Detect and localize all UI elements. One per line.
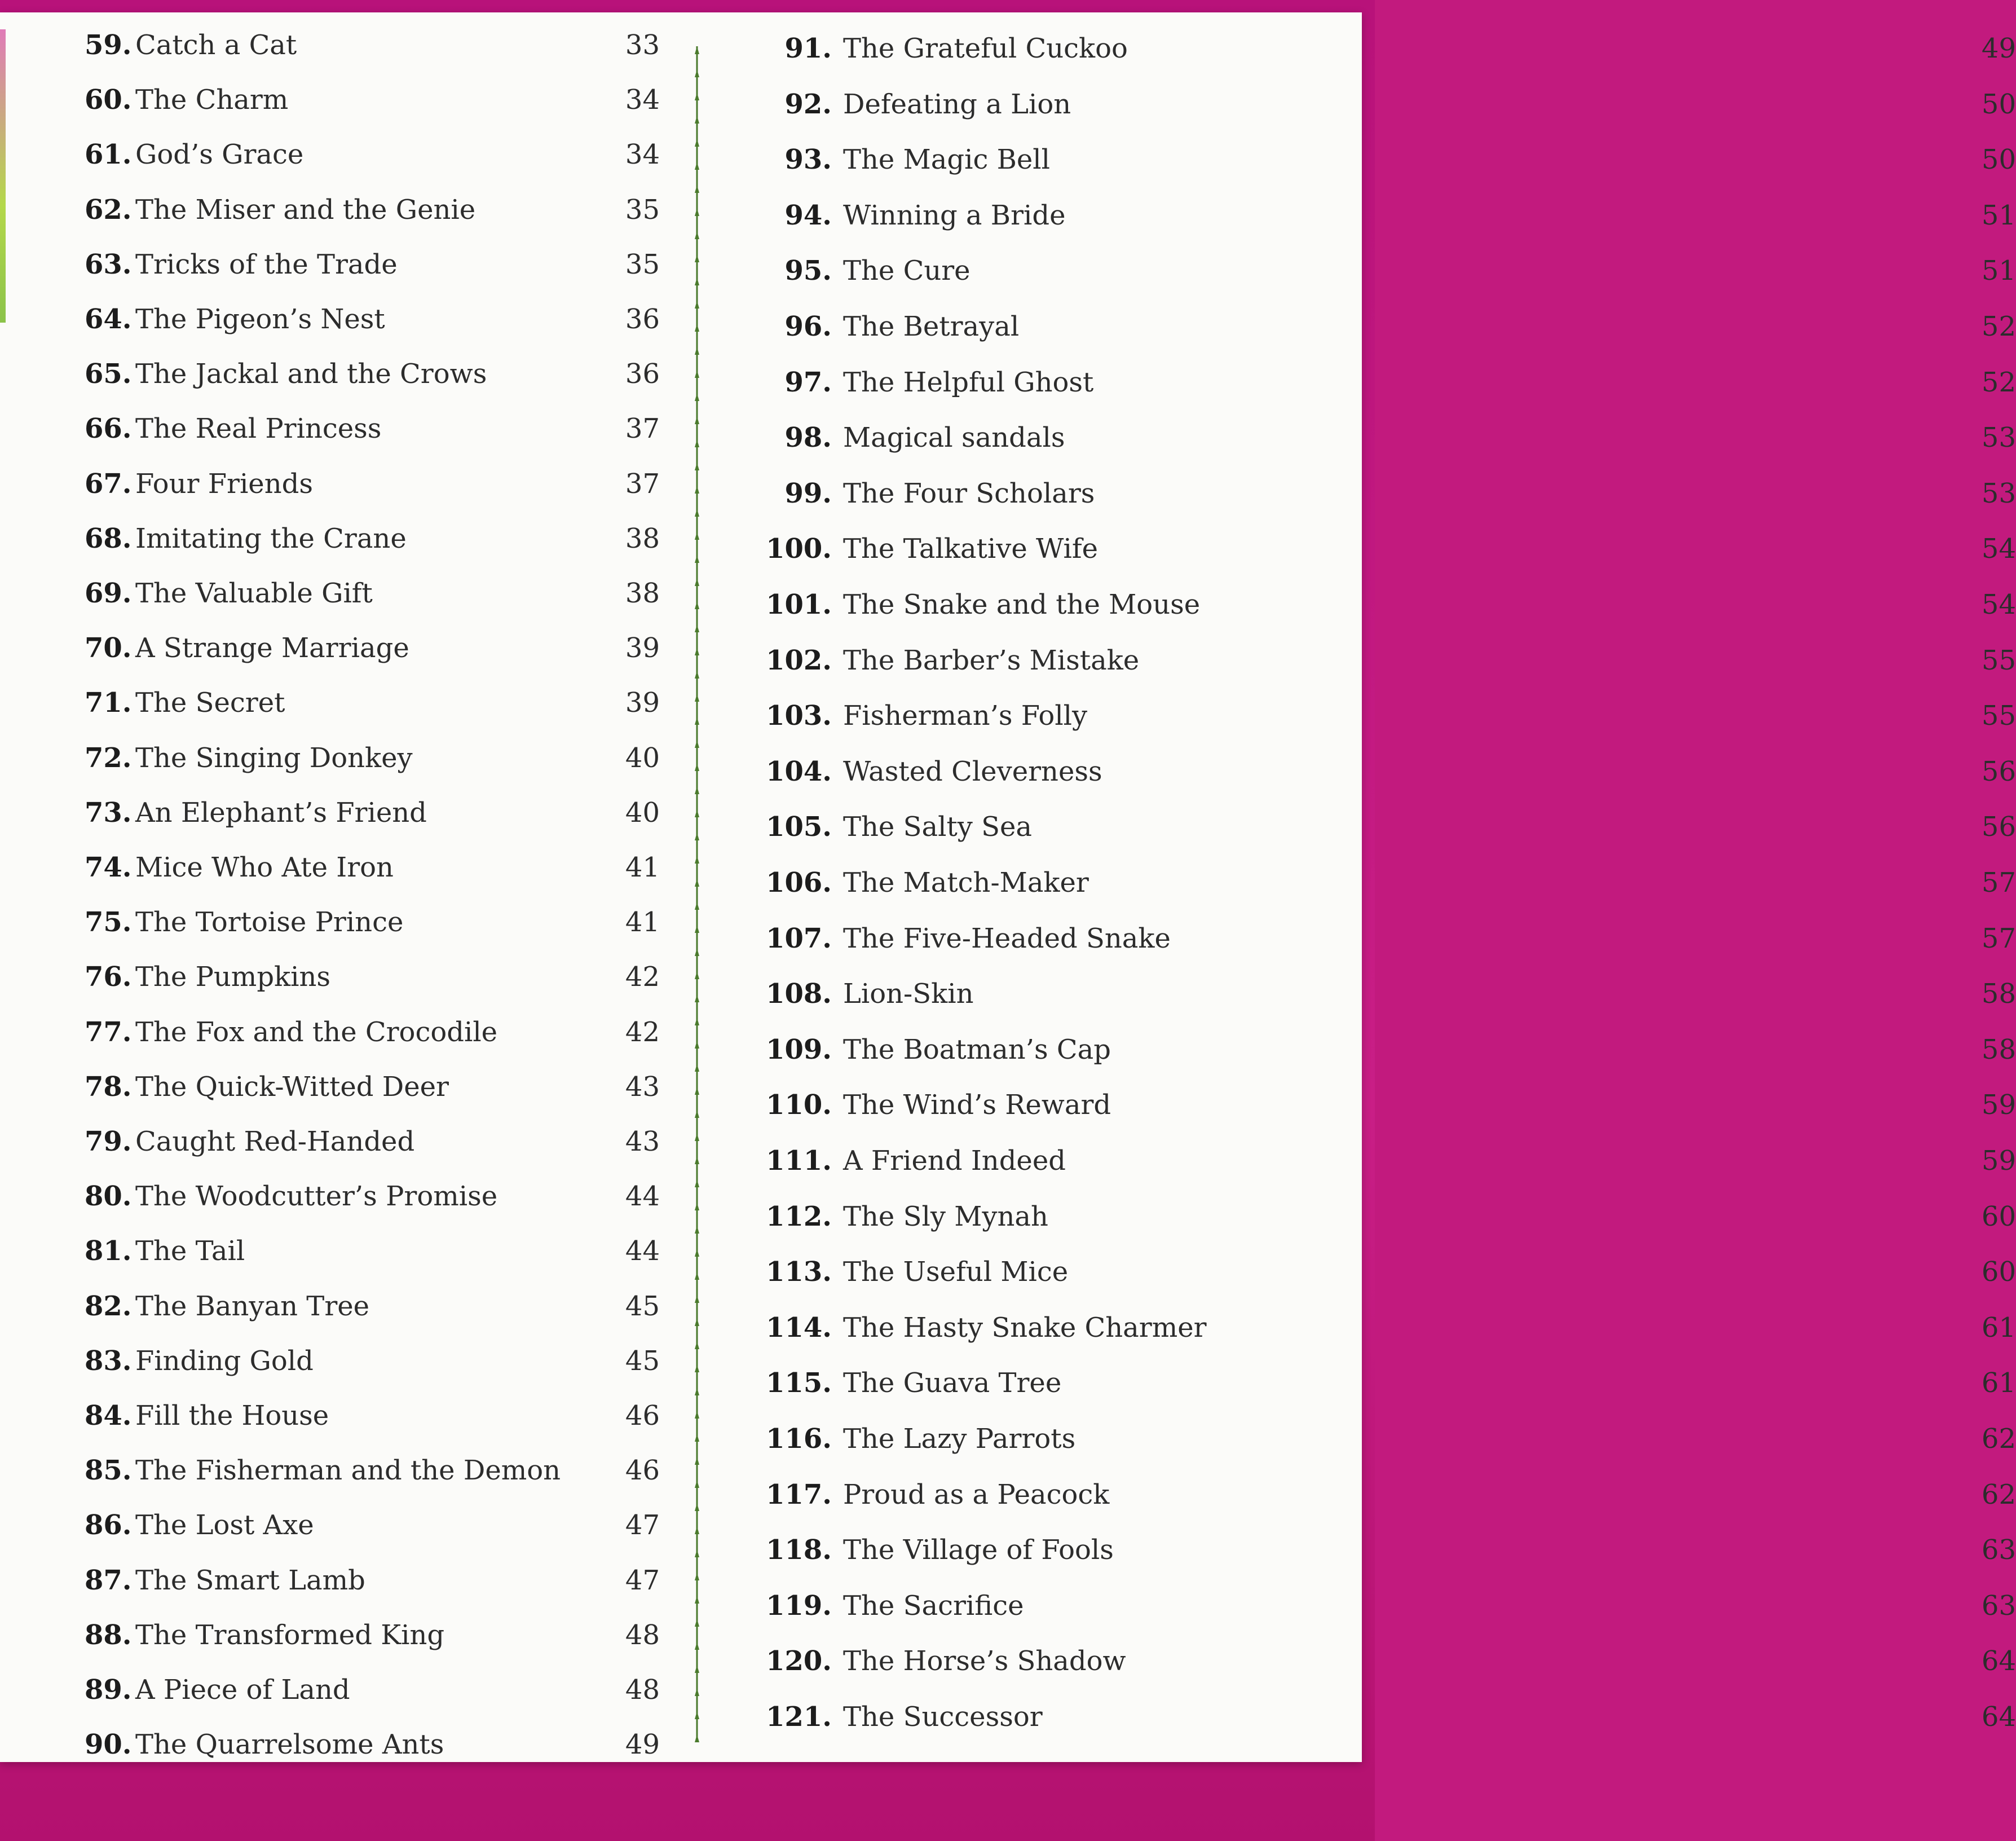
spine-arrowhead <box>695 1734 699 1742</box>
entry-number: 71. <box>85 687 132 719</box>
entry-title: The Singing Donkey <box>135 742 413 774</box>
entry-title: An Elephant’s Friend <box>135 796 427 829</box>
entry-page-number: 46 <box>625 1455 660 1487</box>
entry-number: 68. <box>85 522 132 554</box>
entry-page-number: 43 <box>625 1126 660 1157</box>
entry-number: 115. <box>766 1367 832 1399</box>
entry-number: 62. <box>85 193 132 226</box>
spine-arrowhead <box>695 925 699 933</box>
spine-arrowhead <box>695 1549 699 1557</box>
entry-title: The Sly Mynah <box>843 1200 1048 1232</box>
spine-arrowhead <box>695 1388 699 1395</box>
spine-arrowhead <box>695 439 699 447</box>
spine-arrowhead <box>695 1226 699 1234</box>
entry-number: 81. <box>85 1235 132 1267</box>
entry-number: 88. <box>85 1619 132 1651</box>
spine-arrowhead <box>695 786 699 794</box>
entry-title: Fisherman’s Folly <box>843 700 1088 732</box>
entry-number: 95. <box>784 255 832 287</box>
entry-page-number: 45 <box>625 1290 660 1322</box>
spine-arrowhead <box>695 1364 699 1372</box>
entry-number: 75. <box>85 906 132 939</box>
entry-page-number: 62 <box>1981 1423 2016 1455</box>
entry-page-number: 47 <box>625 1509 660 1541</box>
spine-arrowhead <box>695 856 699 864</box>
spine-arrowhead <box>695 116 699 124</box>
entry-page-number: 45 <box>625 1345 660 1377</box>
entry-number: 78. <box>85 1071 132 1103</box>
entry-number: 120. <box>766 1645 832 1677</box>
entry-page-number: 50 <box>1981 144 2016 176</box>
spine-arrowhead <box>695 1457 699 1465</box>
entry-page-number: 48 <box>625 1619 660 1651</box>
entry-page-number: 50 <box>1981 88 2016 120</box>
entry-title: The Pigeon’s Nest <box>135 303 385 335</box>
entry-page-number: 52 <box>1981 311 2016 342</box>
spine-arrowhead <box>695 1642 699 1650</box>
entry-number: 70. <box>85 632 132 664</box>
entry-number: 99. <box>784 477 832 509</box>
entry-number: 66. <box>85 413 132 445</box>
entry-page-number: 57 <box>1981 922 2016 954</box>
entry-number: 121. <box>766 1701 832 1733</box>
entry-page-number: 42 <box>625 1016 660 1048</box>
entry-number: 80. <box>85 1181 132 1213</box>
entry-page-number: 64 <box>1981 1701 2016 1733</box>
entry-title: Defeating a Lion <box>843 88 1071 120</box>
entry-title: The Lazy Parrots <box>843 1423 1076 1455</box>
entry-title: The Five-Headed Snake <box>843 922 1171 954</box>
entry-number: 93. <box>784 144 832 176</box>
entry-title: The Real Princess <box>135 413 382 445</box>
entry-title: The Pumpkins <box>135 961 331 993</box>
entry-title: Mice Who Ate Iron <box>135 852 394 883</box>
entry-page-number: 48 <box>625 1674 660 1706</box>
spine-arrowhead <box>695 624 699 632</box>
entry-title: The Horse’s Shadow <box>843 1645 1126 1677</box>
entry-title: A Piece of Land <box>135 1674 350 1706</box>
entry-number: 65. <box>85 358 132 390</box>
entry-page-number: 53 <box>1981 422 2016 454</box>
spine-arrowhead <box>695 1619 699 1627</box>
entry-title: The Village of Fools <box>843 1534 1114 1566</box>
entry-page-number: 46 <box>625 1400 660 1432</box>
entry-title: The Cure <box>843 255 970 287</box>
spine-arrowhead <box>695 1711 699 1719</box>
entry-number: 84. <box>85 1400 132 1432</box>
spine-arrowhead <box>695 162 699 170</box>
entry-number: 69. <box>85 578 132 609</box>
entry-number: 60. <box>85 84 132 116</box>
spine-arrowhead <box>695 763 699 771</box>
entry-number: 103. <box>766 700 832 732</box>
entry-page-number: 38 <box>625 522 660 554</box>
entry-title: The Wind’s Reward <box>843 1089 1111 1121</box>
entry-page-number: 58 <box>1981 978 2016 1010</box>
entry-page-number: 51 <box>1981 255 2016 287</box>
entry-number: 112. <box>766 1200 832 1232</box>
spine-arrowhead <box>695 370 699 378</box>
entry-title: The Fisherman and the Demon <box>135 1455 561 1487</box>
entry-page-number: 59 <box>1981 1145 2016 1177</box>
spine-arrowhead <box>695 278 699 285</box>
entry-title: The Tortoise Prince <box>135 906 404 939</box>
entry-number: 63. <box>85 248 132 280</box>
spine-arrowhead <box>695 1341 699 1349</box>
entry-page-number: 53 <box>1981 477 2016 509</box>
entry-title: The Match-Maker <box>843 867 1089 899</box>
entry-page-number: 43 <box>625 1071 660 1103</box>
entry-page-number: 58 <box>1981 1033 2016 1065</box>
entry-title: Caught Red-Handed <box>135 1126 415 1157</box>
entry-title: The Barber’s Mistake <box>843 644 1140 676</box>
spine-arrowhead <box>695 1203 699 1210</box>
entry-number: 82. <box>85 1290 132 1322</box>
entry-title: The Quarrelsome Ants <box>135 1729 444 1761</box>
entry-page-number: 56 <box>1981 755 2016 787</box>
entry-title: The Woodcutter’s Promise <box>135 1181 498 1213</box>
spine-arrowhead <box>695 1573 699 1580</box>
entry-title: The Grateful Cuckoo <box>843 33 1128 64</box>
spine-arrowhead <box>695 809 699 817</box>
spine-arrowhead <box>695 740 699 748</box>
spine-arrowhead <box>695 1480 699 1488</box>
entry-page-number: 54 <box>1981 533 2016 565</box>
entry-title: Winning a Bride <box>843 199 1066 231</box>
entry-number: 73. <box>85 796 132 829</box>
entry-page-number: 49 <box>1981 33 2016 64</box>
entry-title: Catch a Cat <box>135 29 297 61</box>
entry-title: Lion-Skin <box>843 978 974 1010</box>
entry-number: 87. <box>85 1564 132 1596</box>
entry-page-number: 36 <box>625 303 660 335</box>
spine-arrowhead <box>695 393 699 401</box>
spine-arrowhead <box>695 208 699 216</box>
spine-arrowhead <box>695 69 699 77</box>
entry-number: 77. <box>85 1016 132 1048</box>
entry-title: The Hasty Snake Charmer <box>843 1311 1207 1344</box>
entry-page-number: 42 <box>625 961 660 993</box>
entry-number: 64. <box>85 303 132 335</box>
entry-number: 104. <box>766 755 832 787</box>
entry-number: 101. <box>766 589 832 620</box>
entry-page-number: 34 <box>625 84 660 116</box>
spine-arrowhead <box>695 994 699 1002</box>
entry-title: The Four Scholars <box>843 477 1095 509</box>
entry-number: 76. <box>85 961 132 993</box>
color-edge-strip <box>0 29 6 323</box>
entry-page-number: 40 <box>625 742 660 774</box>
entry-title: The Secret <box>135 687 285 719</box>
entry-number: 92. <box>784 88 832 120</box>
spine-arrowhead <box>695 1133 699 1141</box>
entry-page-number: 49 <box>625 1729 660 1761</box>
entry-number: 98. <box>784 422 832 454</box>
entry-title: The Sacrifice <box>843 1589 1024 1622</box>
entry-page-number: 60 <box>1981 1256 2016 1288</box>
spine-arrowhead <box>695 46 699 54</box>
entry-title: The Jackal and the Crows <box>135 358 487 390</box>
entry-number: 74. <box>85 852 132 883</box>
entry-title: Four Friends <box>135 468 313 500</box>
entry-number: 117. <box>766 1478 832 1510</box>
entry-number: 105. <box>766 811 832 843</box>
spine-arrowhead <box>695 694 699 702</box>
spine-arrowhead <box>695 1064 699 1072</box>
entry-page-number: 61 <box>1981 1367 2016 1399</box>
entry-title: Fill the House <box>135 1400 329 1432</box>
entry-number: 94. <box>784 199 832 231</box>
entry-title: Imitating the Crane <box>135 522 407 554</box>
spine-arrowhead <box>695 231 699 239</box>
entry-page-number: 44 <box>625 1181 660 1213</box>
spine-arrowhead <box>695 1434 699 1442</box>
entry-number: 116. <box>766 1423 832 1455</box>
entry-title: The Snake and the Mouse <box>843 589 1201 620</box>
spine-arrowhead <box>695 1087 699 1095</box>
spine-arrowhead <box>695 1526 699 1534</box>
entry-number: 89. <box>85 1674 132 1706</box>
entry-number: 72. <box>85 742 132 774</box>
spine-arrowhead <box>695 578 699 586</box>
entry-title: God’s Grace <box>135 139 304 171</box>
entry-page-number: 39 <box>625 632 660 664</box>
entry-title: Finding Gold <box>135 1345 314 1377</box>
spine-arrowhead <box>695 1688 699 1696</box>
entry-number: 91. <box>784 33 832 64</box>
entry-page-number: 63 <box>1981 1534 2016 1566</box>
entry-number: 108. <box>766 978 832 1010</box>
table-of-contents-page <box>0 12 2016 1762</box>
entry-page-number: 64 <box>1981 1645 2016 1677</box>
entry-title: The Magic Bell <box>843 144 1050 176</box>
entry-page-number: 57 <box>1981 867 2016 899</box>
entry-page-number: 38 <box>625 578 660 609</box>
entry-number: 119. <box>766 1589 832 1622</box>
entry-page-number: 39 <box>625 687 660 719</box>
entry-page-number: 59 <box>1981 1089 2016 1121</box>
entry-title: The Transformed King <box>135 1619 445 1651</box>
entry-page-number: 33 <box>625 29 660 61</box>
entry-number: 67. <box>85 468 132 500</box>
spine-arrowhead <box>695 971 699 979</box>
entry-title: The Tail <box>135 1235 245 1267</box>
entry-page-number: 40 <box>625 796 660 829</box>
spine-arrowhead <box>695 463 699 470</box>
entry-title: The Miser and the Genie <box>135 193 476 226</box>
spine-arrowhead <box>695 1596 699 1604</box>
entry-number: 102. <box>766 644 832 676</box>
spine-arrowhead <box>695 347 699 355</box>
entry-title: The Charm <box>135 84 289 116</box>
entry-number: 114. <box>766 1311 832 1344</box>
entry-page-number: 56 <box>1981 811 2016 843</box>
spine-arrowhead <box>695 1318 699 1326</box>
spine-arrowhead <box>695 1110 699 1118</box>
spine-arrowhead <box>695 1272 699 1280</box>
spine-arrowhead <box>695 1156 699 1164</box>
entry-number: 113. <box>766 1256 832 1288</box>
spine-arrowhead <box>695 486 699 494</box>
entry-title: The Smart Lamb <box>135 1564 365 1596</box>
spine-arrowhead <box>695 254 699 262</box>
entry-page-number: 51 <box>1981 199 2016 231</box>
spine-arrowhead <box>695 1179 699 1187</box>
entry-title: The Lost Axe <box>135 1509 314 1541</box>
entry-title: The Quick-Witted Deer <box>135 1071 449 1103</box>
entry-page-number: 62 <box>1981 1478 2016 1510</box>
entry-title: The Successor <box>843 1701 1043 1733</box>
entry-number: 61. <box>85 139 132 171</box>
entry-page-number: 60 <box>1981 1200 2016 1232</box>
entry-number: 96. <box>784 311 832 342</box>
spine-arrowhead <box>695 1295 699 1303</box>
entry-title: The Helpful Ghost <box>843 366 1094 398</box>
entry-page-number: 37 <box>625 413 660 445</box>
entry-page-number: 47 <box>625 1564 660 1596</box>
spine-arrowhead <box>695 671 699 679</box>
entry-title: A Strange Marriage <box>135 632 409 664</box>
entry-title: Proud as a Peacock <box>843 1478 1110 1510</box>
entry-title: A Friend Indeed <box>843 1145 1066 1177</box>
entry-page-number: 36 <box>625 358 660 390</box>
entry-title: The Boatman’s Cap <box>843 1033 1111 1065</box>
entry-page-number: 44 <box>625 1235 660 1267</box>
entry-page-number: 41 <box>625 852 660 883</box>
entry-title: The Useful Mice <box>843 1256 1069 1288</box>
spine-arrowhead <box>695 1665 699 1673</box>
entry-page-number: 37 <box>625 468 660 500</box>
entry-number: 118. <box>766 1534 832 1566</box>
spine-arrowhead <box>695 301 699 309</box>
entry-number: 90. <box>85 1729 132 1761</box>
entry-number: 86. <box>85 1509 132 1541</box>
entry-title: The Salty Sea <box>843 811 1033 843</box>
entry-page-number: 61 <box>1981 1311 2016 1344</box>
entry-number: 107. <box>766 922 832 954</box>
spine-arrowhead <box>695 902 699 910</box>
entry-page-number: 52 <box>1981 366 2016 398</box>
entry-page-number: 34 <box>625 139 660 171</box>
spine-arrowhead <box>695 555 699 563</box>
spine-arrowhead <box>695 1503 699 1511</box>
spine-arrowhead <box>695 1249 699 1257</box>
entry-page-number: 63 <box>1981 1589 2016 1622</box>
entry-number: 106. <box>766 867 832 899</box>
entry-page-number: 55 <box>1981 700 2016 732</box>
entry-title: The Talkative Wife <box>843 533 1098 565</box>
entry-number: 79. <box>85 1126 132 1157</box>
spine-arrowhead <box>695 93 699 100</box>
spine-arrowhead <box>695 1411 699 1419</box>
entry-page-number: 35 <box>625 193 660 226</box>
entry-page-number: 55 <box>1981 644 2016 676</box>
entry-number: 85. <box>85 1455 132 1487</box>
entry-title: Tricks of the Trade <box>135 248 398 280</box>
spine-arrowhead <box>695 185 699 193</box>
entry-title: The Betrayal <box>843 311 1020 342</box>
spine-arrowhead <box>695 717 699 725</box>
entry-number: 83. <box>85 1345 132 1377</box>
spine-arrowhead <box>695 879 699 887</box>
spine-arrowhead <box>695 509 699 517</box>
spine-arrowhead <box>695 1041 699 1049</box>
spine-arrowhead <box>695 948 699 956</box>
spine-arrowhead <box>695 1018 699 1025</box>
spine-arrowhead <box>695 139 699 147</box>
entry-number: 110. <box>766 1089 832 1121</box>
arrow-spine-divider <box>695 46 699 1741</box>
spine-arrowhead <box>695 601 699 609</box>
entry-number: 111. <box>766 1145 832 1177</box>
spine-arrowhead <box>695 532 699 540</box>
entry-number: 59. <box>85 29 132 61</box>
entry-page-number: 35 <box>625 248 660 280</box>
entry-number: 100. <box>766 533 832 565</box>
spine-arrowhead <box>695 833 699 840</box>
spine-arrowhead <box>695 648 699 655</box>
entry-page-number: 41 <box>625 906 660 939</box>
spine-arrowhead <box>695 416 699 424</box>
entry-title: Magical sandals <box>843 422 1065 454</box>
entry-number: 109. <box>766 1033 832 1065</box>
entry-title: Wasted Cleverness <box>843 755 1102 787</box>
entry-title: The Guava Tree <box>843 1367 1062 1399</box>
spine-arrowhead <box>695 324 699 332</box>
entry-page-number: 54 <box>1981 589 2016 620</box>
entry-title: The Valuable Gift <box>135 578 373 609</box>
entry-title: The Banyan Tree <box>135 1290 370 1322</box>
entry-number: 97. <box>784 366 832 398</box>
entry-title: The Fox and the Crocodile <box>135 1016 498 1048</box>
